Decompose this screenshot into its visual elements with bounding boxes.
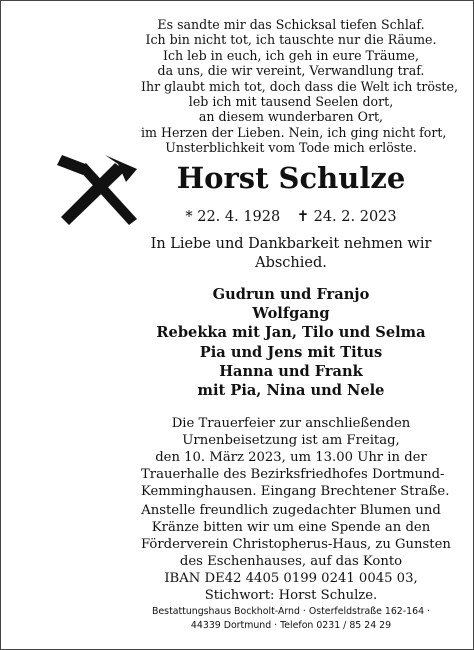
donation-request [141, 502, 451, 604]
mourner-line: mit Pia, Nina und Nele [197, 382, 385, 400]
donation-line: Anstelle freundlich zugedachter Blumen und [141, 503, 441, 518]
footer-line: Bestattungshaus Bockholt-Arnd · Osterfeldstraße 162-164 · [151, 606, 431, 617]
poem [141, 17, 458, 156]
farewell-line: In Liebe und Dankbarkeit nehmen wir [150, 236, 432, 252]
footer-line: 44339 Dortmund · Telefon 0231 / 85 24 29 [190, 620, 392, 631]
poem-line: an diesem wunderbaren Ort, [198, 109, 384, 125]
poem-line: leb ich mit tausend Seelen dort, [188, 94, 394, 110]
hammer-and-pick-icon [55, 151, 139, 227]
ceremony-line: Trauerhalle des Bezirksfriedhofes Dortmund- [141, 467, 445, 482]
ceremony-info [141, 415, 450, 500]
donation-line: Stichwort: Horst Schulze. [204, 588, 378, 603]
life-dates [141, 208, 441, 226]
poem-line: Ich leb in euch, ich geh in eure Träume, [162, 47, 419, 63]
farewell-text [141, 235, 441, 273]
funeral-home-footer [141, 605, 441, 633]
donation-line: IBAN DE42 4405 0199 0241 0045 03, [164, 571, 418, 586]
ceremony-line: Urnenbeisetzung ist am Freitag, [182, 433, 400, 448]
deceased-name: Horst Schulze [176, 161, 406, 195]
mourner-line: Gudrun und Franjo [212, 286, 370, 303]
ceremony-line: den 10. März 2023, um 13.00 Uhr in der [155, 450, 427, 465]
mourner-line: Wolfgang [252, 305, 330, 323]
death-date: ✝ 24. 2. 2023 [296, 209, 397, 225]
donation-line: Förderverein Christopherus-Haus, zu Gunsten [141, 537, 451, 552]
ceremony-line: Die Trauerfeier zur anschließenden [171, 416, 411, 431]
ceremony-line: Kemminghausen. Eingang Brechtener Straße. [141, 484, 450, 499]
poem-line: Unsterblichkeit vom Tode mich erlöste. [165, 140, 417, 156]
donation-line: Kränze bitten wir um eine Spende an den [151, 520, 431, 535]
mourner-line: Pia und Jens mit Titus [199, 343, 383, 361]
birth-date: * 22. 4. 1928 [185, 209, 281, 225]
mourners-list [141, 285, 441, 400]
poem-line: Ich bin nicht tot, ich tauschte nur die Räume. [145, 32, 437, 48]
poem-line: da uns, die wir vereint, Verwandlung traf. [157, 63, 425, 79]
poem-line: Es sandte mir das Schicksal tiefen Schlaf. [157, 17, 425, 32]
donation-line: des Eschenhauses, auf das Konto [179, 554, 403, 569]
mourner-line: Rebekka mit Jan, Tilo und Selma [156, 324, 426, 342]
mourner-line: Hanna und Frank [219, 362, 363, 380]
poem-line: Ihr glaubt mich tot, doch dass die Welt ich tröste, [141, 78, 458, 94]
farewell-line: Abschied. [255, 255, 327, 271]
poem-line: im Herzen der Lieben. Nein, ich ging nicht fort, [141, 124, 447, 140]
